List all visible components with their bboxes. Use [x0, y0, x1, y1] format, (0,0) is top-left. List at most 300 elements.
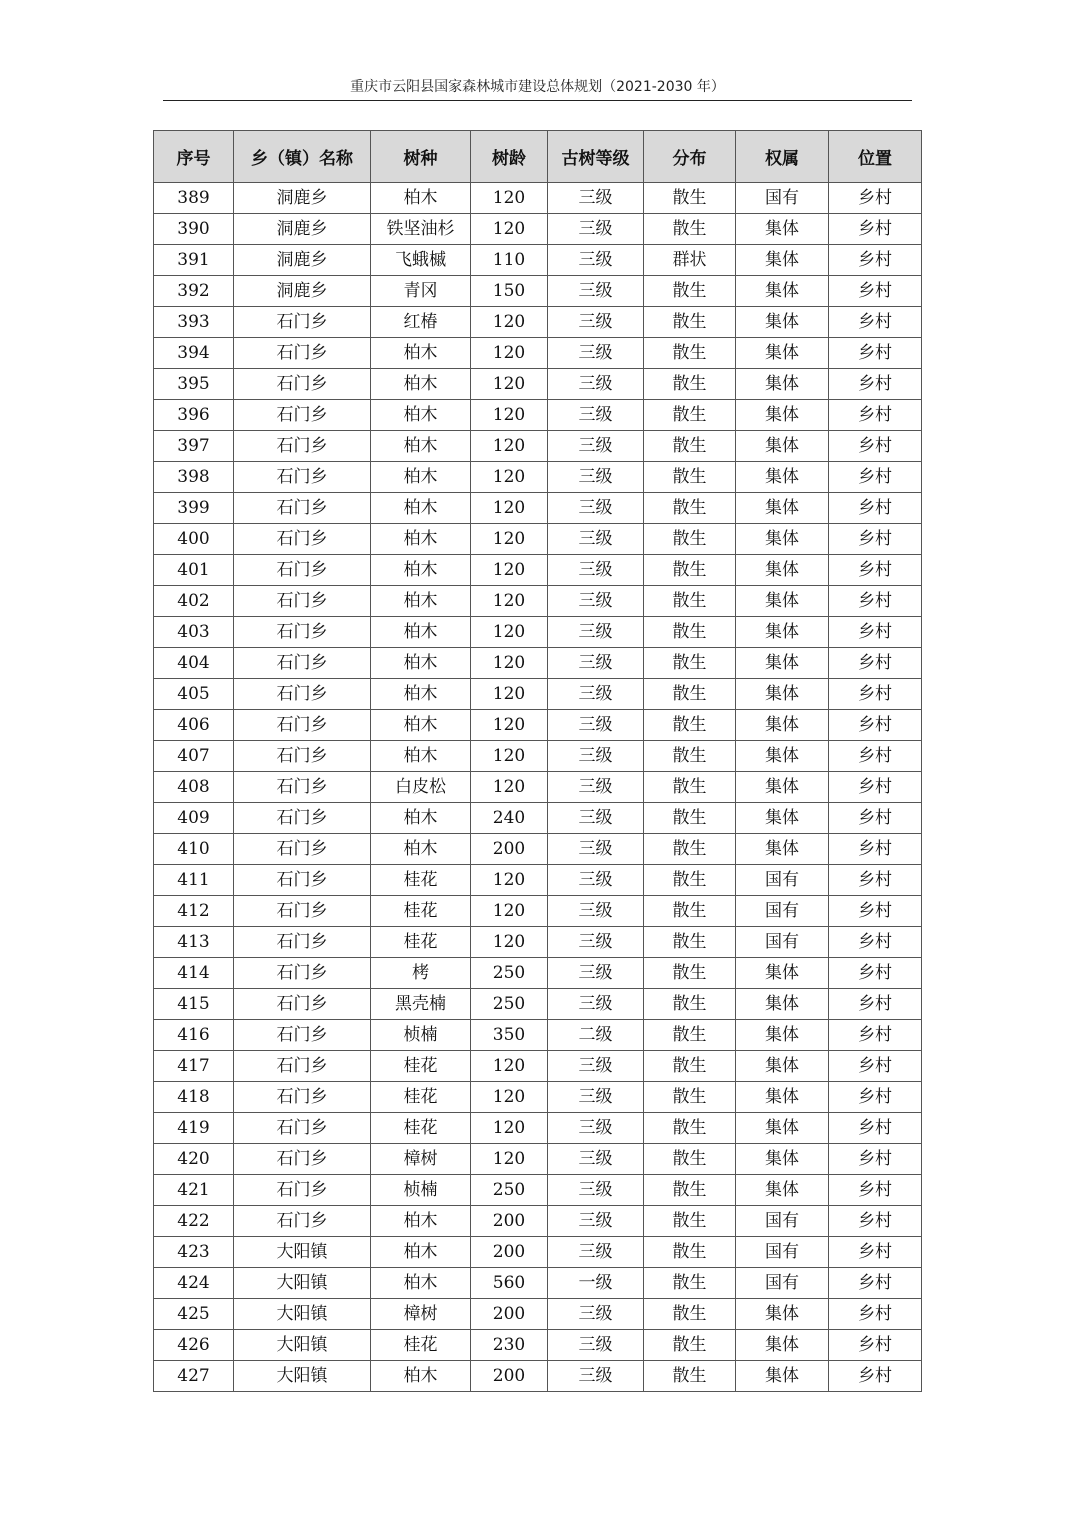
- cell-grade: 三级: [548, 865, 644, 896]
- cell-species: 柏木: [371, 834, 471, 865]
- cell-species: 柏木: [371, 803, 471, 834]
- cell-index: 422: [154, 1206, 234, 1237]
- cell-grade: 三级: [548, 214, 644, 245]
- cell-age: 120: [471, 369, 548, 400]
- cell-distribution: 散生: [644, 183, 736, 214]
- cell-index: 413: [154, 927, 234, 958]
- cell-ownership: 集体: [736, 1361, 829, 1392]
- cell-species: 桂花: [371, 927, 471, 958]
- cell-species: 柏木: [371, 400, 471, 431]
- cell-distribution: 散生: [644, 493, 736, 524]
- cell-township: 洞鹿乡: [234, 214, 371, 245]
- column-header-ownership: 权属: [736, 131, 829, 183]
- cell-grade: 三级: [548, 276, 644, 307]
- cell-township: 石门乡: [234, 803, 371, 834]
- cell-grade: 三级: [548, 400, 644, 431]
- cell-distribution: 散生: [644, 772, 736, 803]
- cell-ownership: 集体: [736, 400, 829, 431]
- cell-location: 乡村: [829, 1113, 922, 1144]
- cell-species: 樟树: [371, 1144, 471, 1175]
- cell-species: 桂花: [371, 865, 471, 896]
- cell-township: 石门乡: [234, 710, 371, 741]
- table-row: [154, 989, 922, 1020]
- cell-township: 石门乡: [234, 1144, 371, 1175]
- cell-distribution: 散生: [644, 338, 736, 369]
- cell-age: 120: [471, 617, 548, 648]
- cell-distribution: 散生: [644, 400, 736, 431]
- cell-index: 391: [154, 245, 234, 276]
- table-row: [154, 927, 922, 958]
- cell-age: 200: [471, 1237, 548, 1268]
- column-header-age: 树龄: [471, 131, 548, 183]
- cell-distribution: 散生: [644, 1144, 736, 1175]
- table-row: [154, 338, 922, 369]
- cell-index: 401: [154, 555, 234, 586]
- cell-location: 乡村: [829, 369, 922, 400]
- cell-species: 栲: [371, 958, 471, 989]
- cell-ownership: 集体: [736, 679, 829, 710]
- cell-ownership: 集体: [736, 1020, 829, 1051]
- cell-distribution: 散生: [644, 617, 736, 648]
- cell-age: 120: [471, 307, 548, 338]
- cell-distribution: 群状: [644, 245, 736, 276]
- cell-township: 石门乡: [234, 400, 371, 431]
- cell-distribution: 散生: [644, 865, 736, 896]
- cell-grade: 三级: [548, 1113, 644, 1144]
- table-row: [154, 1206, 922, 1237]
- cell-distribution: 散生: [644, 307, 736, 338]
- cell-grade: 三级: [548, 741, 644, 772]
- cell-age: 150: [471, 276, 548, 307]
- cell-index: 411: [154, 865, 234, 896]
- cell-species: 桂花: [371, 1330, 471, 1361]
- cell-distribution: 散生: [644, 1113, 736, 1144]
- cell-ownership: 集体: [736, 586, 829, 617]
- cell-species: 柏木: [371, 648, 471, 679]
- cell-species: 柏木: [371, 586, 471, 617]
- cell-index: 390: [154, 214, 234, 245]
- cell-grade: 三级: [548, 834, 644, 865]
- page-title: 重庆市云阳县国家森林城市建设总体规划（2021-2030 年）: [350, 79, 725, 95]
- cell-grade: 三级: [548, 369, 644, 400]
- cell-age: 120: [471, 338, 548, 369]
- cell-age: 200: [471, 1299, 548, 1330]
- cell-distribution: 散生: [644, 1051, 736, 1082]
- cell-township: 石门乡: [234, 338, 371, 369]
- cell-township: 洞鹿乡: [234, 276, 371, 307]
- table-row: [154, 555, 922, 586]
- cell-township: 石门乡: [234, 617, 371, 648]
- cell-distribution: 散生: [644, 1082, 736, 1113]
- cell-township: 石门乡: [234, 865, 371, 896]
- cell-species: 柏木: [371, 1206, 471, 1237]
- table-row: [154, 679, 922, 710]
- table-row: [154, 710, 922, 741]
- cell-age: 120: [471, 896, 548, 927]
- cell-township: 石门乡: [234, 648, 371, 679]
- cell-grade: 三级: [548, 586, 644, 617]
- cell-ownership: 集体: [736, 741, 829, 772]
- cell-age: 120: [471, 679, 548, 710]
- cell-ownership: 集体: [736, 989, 829, 1020]
- page-header: [163, 76, 912, 101]
- cell-ownership: 集体: [736, 338, 829, 369]
- cell-location: 乡村: [829, 1237, 922, 1268]
- cell-age: 120: [471, 1144, 548, 1175]
- cell-species: 柏木: [371, 183, 471, 214]
- cell-township: 洞鹿乡: [234, 183, 371, 214]
- cell-species: 桂花: [371, 1082, 471, 1113]
- table-row: [154, 400, 922, 431]
- cell-township: 大阳镇: [234, 1237, 371, 1268]
- cell-distribution: 散生: [644, 1206, 736, 1237]
- column-header-grade: 古树等级: [548, 131, 644, 183]
- cell-species: 桂花: [371, 896, 471, 927]
- cell-ownership: 国有: [736, 927, 829, 958]
- cell-ownership: 集体: [736, 245, 829, 276]
- cell-ownership: 集体: [736, 1175, 829, 1206]
- cell-index: 427: [154, 1361, 234, 1392]
- column-header-distribution: 分布: [644, 131, 736, 183]
- table-row: [154, 1268, 922, 1299]
- cell-location: 乡村: [829, 555, 922, 586]
- cell-distribution: 散生: [644, 431, 736, 462]
- cell-grade: 三级: [548, 338, 644, 369]
- cell-ownership: 集体: [736, 648, 829, 679]
- cell-distribution: 散生: [644, 1361, 736, 1392]
- cell-ownership: 集体: [736, 1299, 829, 1330]
- cell-age: 250: [471, 989, 548, 1020]
- cell-grade: 三级: [548, 679, 644, 710]
- table-row: [154, 307, 922, 338]
- cell-ownership: 集体: [736, 214, 829, 245]
- cell-species: 柏木: [371, 369, 471, 400]
- cell-grade: 三级: [548, 462, 644, 493]
- table-row: [154, 772, 922, 803]
- cell-location: 乡村: [829, 493, 922, 524]
- cell-township: 洞鹿乡: [234, 245, 371, 276]
- cell-age: 120: [471, 1113, 548, 1144]
- table-row: [154, 1361, 922, 1392]
- cell-grade: 三级: [548, 617, 644, 648]
- cell-location: 乡村: [829, 524, 922, 555]
- cell-ownership: 集体: [736, 710, 829, 741]
- cell-age: 120: [471, 648, 548, 679]
- cell-location: 乡村: [829, 958, 922, 989]
- cell-ownership: 集体: [736, 431, 829, 462]
- cell-distribution: 散生: [644, 679, 736, 710]
- cell-location: 乡村: [829, 400, 922, 431]
- cell-township: 石门乡: [234, 927, 371, 958]
- cell-location: 乡村: [829, 989, 922, 1020]
- cell-grade: 三级: [548, 772, 644, 803]
- cell-distribution: 散生: [644, 741, 736, 772]
- cell-ownership: 集体: [736, 493, 829, 524]
- cell-location: 乡村: [829, 803, 922, 834]
- cell-index: 418: [154, 1082, 234, 1113]
- cell-index: 425: [154, 1299, 234, 1330]
- table-row: [154, 803, 922, 834]
- cell-township: 大阳镇: [234, 1330, 371, 1361]
- cell-ownership: 国有: [736, 896, 829, 927]
- cell-grade: 三级: [548, 1299, 644, 1330]
- cell-distribution: 散生: [644, 834, 736, 865]
- cell-location: 乡村: [829, 710, 922, 741]
- cell-ownership: 集体: [736, 1330, 829, 1361]
- cell-species: 桂花: [371, 1051, 471, 1082]
- cell-age: 120: [471, 586, 548, 617]
- cell-age: 120: [471, 1082, 548, 1113]
- cell-location: 乡村: [829, 896, 922, 927]
- table-row: [154, 586, 922, 617]
- column-header-location: 位置: [829, 131, 922, 183]
- cell-location: 乡村: [829, 307, 922, 338]
- cell-age: 120: [471, 865, 548, 896]
- cell-age: 120: [471, 400, 548, 431]
- cell-ownership: 集体: [736, 555, 829, 586]
- cell-location: 乡村: [829, 834, 922, 865]
- table-row: [154, 462, 922, 493]
- cell-township: 石门乡: [234, 834, 371, 865]
- cell-grade: 三级: [548, 1330, 644, 1361]
- cell-age: 120: [471, 493, 548, 524]
- cell-location: 乡村: [829, 1051, 922, 1082]
- table-row: [154, 276, 922, 307]
- cell-species: 柏木: [371, 710, 471, 741]
- cell-index: 402: [154, 586, 234, 617]
- cell-location: 乡村: [829, 927, 922, 958]
- cell-grade: 三级: [548, 524, 644, 555]
- cell-index: 404: [154, 648, 234, 679]
- cell-township: 石门乡: [234, 1113, 371, 1144]
- cell-index: 410: [154, 834, 234, 865]
- cell-age: 200: [471, 834, 548, 865]
- cell-species: 柏木: [371, 1268, 471, 1299]
- cell-grade: 三级: [548, 1206, 644, 1237]
- cell-index: 426: [154, 1330, 234, 1361]
- table-row: [154, 493, 922, 524]
- cell-location: 乡村: [829, 245, 922, 276]
- cell-township: 石门乡: [234, 1020, 371, 1051]
- cell-township: 石门乡: [234, 369, 371, 400]
- cell-location: 乡村: [829, 1268, 922, 1299]
- cell-species: 柏木: [371, 679, 471, 710]
- cell-township: 石门乡: [234, 741, 371, 772]
- cell-location: 乡村: [829, 617, 922, 648]
- cell-distribution: 散生: [644, 555, 736, 586]
- cell-distribution: 散生: [644, 1330, 736, 1361]
- table-row: [154, 1299, 922, 1330]
- table-row: [154, 648, 922, 679]
- table-row: [154, 245, 922, 276]
- cell-township: 石门乡: [234, 1175, 371, 1206]
- cell-species: 桢楠: [371, 1175, 471, 1206]
- cell-distribution: 散生: [644, 276, 736, 307]
- cell-location: 乡村: [829, 648, 922, 679]
- table-row: [154, 214, 922, 245]
- cell-index: 420: [154, 1144, 234, 1175]
- cell-township: 石门乡: [234, 524, 371, 555]
- cell-distribution: 散生: [644, 989, 736, 1020]
- table-row: [154, 369, 922, 400]
- cell-species: 柏木: [371, 1361, 471, 1392]
- cell-grade: 三级: [548, 1144, 644, 1175]
- cell-township: 石门乡: [234, 989, 371, 1020]
- cell-index: 403: [154, 617, 234, 648]
- cell-township: 石门乡: [234, 1082, 371, 1113]
- cell-township: 石门乡: [234, 1206, 371, 1237]
- cell-ownership: 集体: [736, 958, 829, 989]
- cell-grade: 三级: [548, 1237, 644, 1268]
- cell-ownership: 集体: [736, 1113, 829, 1144]
- cell-age: 120: [471, 214, 548, 245]
- cell-index: 395: [154, 369, 234, 400]
- cell-location: 乡村: [829, 1020, 922, 1051]
- cell-ownership: 集体: [736, 617, 829, 648]
- cell-species: 白皮松: [371, 772, 471, 803]
- cell-grade: 三级: [548, 710, 644, 741]
- cell-grade: 三级: [548, 245, 644, 276]
- column-header-township: 乡（镇）名称: [234, 131, 371, 183]
- cell-index: 419: [154, 1113, 234, 1144]
- cell-index: 415: [154, 989, 234, 1020]
- cell-grade: 三级: [548, 648, 644, 679]
- cell-distribution: 散生: [644, 896, 736, 927]
- cell-township: 石门乡: [234, 1051, 371, 1082]
- cell-township: 大阳镇: [234, 1268, 371, 1299]
- cell-ownership: 集体: [736, 834, 829, 865]
- cell-location: 乡村: [829, 431, 922, 462]
- table-row: [154, 1330, 922, 1361]
- cell-species: 柏木: [371, 338, 471, 369]
- table-row: [154, 865, 922, 896]
- cell-location: 乡村: [829, 1361, 922, 1392]
- cell-grade: 二级: [548, 1020, 644, 1051]
- table-row: [154, 741, 922, 772]
- cell-index: 398: [154, 462, 234, 493]
- cell-grade: 一级: [548, 1268, 644, 1299]
- cell-ownership: 国有: [736, 1206, 829, 1237]
- cell-age: 120: [471, 183, 548, 214]
- cell-species: 红椿: [371, 307, 471, 338]
- cell-township: 石门乡: [234, 493, 371, 524]
- cell-grade: 三级: [548, 1051, 644, 1082]
- cell-ownership: 集体: [736, 1051, 829, 1082]
- cell-species: 柏木: [371, 431, 471, 462]
- cell-location: 乡村: [829, 586, 922, 617]
- cell-location: 乡村: [829, 1175, 922, 1206]
- cell-age: 120: [471, 555, 548, 586]
- cell-age: 120: [471, 431, 548, 462]
- cell-age: 120: [471, 462, 548, 493]
- cell-township: 石门乡: [234, 772, 371, 803]
- cell-location: 乡村: [829, 1082, 922, 1113]
- cell-species: 柏木: [371, 493, 471, 524]
- cell-location: 乡村: [829, 462, 922, 493]
- cell-age: 120: [471, 710, 548, 741]
- cell-distribution: 散生: [644, 1299, 736, 1330]
- cell-species: 柏木: [371, 462, 471, 493]
- cell-index: 396: [154, 400, 234, 431]
- cell-ownership: 国有: [736, 1237, 829, 1268]
- cell-species: 柏木: [371, 617, 471, 648]
- table-row: [154, 958, 922, 989]
- cell-grade: 三级: [548, 307, 644, 338]
- column-header-index: 序号: [154, 131, 234, 183]
- cell-age: 560: [471, 1268, 548, 1299]
- cell-location: 乡村: [829, 741, 922, 772]
- cell-age: 350: [471, 1020, 548, 1051]
- cell-grade: 三级: [548, 896, 644, 927]
- cell-township: 大阳镇: [234, 1299, 371, 1330]
- cell-grade: 三级: [548, 803, 644, 834]
- cell-township: 石门乡: [234, 896, 371, 927]
- cell-ownership: 集体: [736, 1144, 829, 1175]
- table-row: [154, 1051, 922, 1082]
- cell-location: 乡村: [829, 1144, 922, 1175]
- cell-distribution: 散生: [644, 927, 736, 958]
- cell-location: 乡村: [829, 1330, 922, 1361]
- cell-grade: 三级: [548, 183, 644, 214]
- cell-distribution: 散生: [644, 958, 736, 989]
- table-row: [154, 1144, 922, 1175]
- cell-township: 石门乡: [234, 462, 371, 493]
- cell-index: 392: [154, 276, 234, 307]
- cell-index: 394: [154, 338, 234, 369]
- cell-distribution: 散生: [644, 1020, 736, 1051]
- table-row: [154, 183, 922, 214]
- cell-ownership: 集体: [736, 462, 829, 493]
- cell-location: 乡村: [829, 276, 922, 307]
- cell-age: 120: [471, 524, 548, 555]
- cell-age: 200: [471, 1206, 548, 1237]
- cell-distribution: 散生: [644, 1237, 736, 1268]
- table-row: [154, 834, 922, 865]
- cell-distribution: 散生: [644, 524, 736, 555]
- cell-age: 250: [471, 958, 548, 989]
- cell-grade: 三级: [548, 1361, 644, 1392]
- cell-township: 大阳镇: [234, 1361, 371, 1392]
- cell-grade: 三级: [548, 1175, 644, 1206]
- cell-index: 397: [154, 431, 234, 462]
- cell-location: 乡村: [829, 865, 922, 896]
- cell-distribution: 散生: [644, 1175, 736, 1206]
- cell-grade: 三级: [548, 989, 644, 1020]
- cell-ownership: 国有: [736, 1268, 829, 1299]
- cell-age: 120: [471, 741, 548, 772]
- cell-species: 桂花: [371, 1113, 471, 1144]
- table-row: [154, 617, 922, 648]
- cell-grade: 三级: [548, 1082, 644, 1113]
- column-header-species: 树种: [371, 131, 471, 183]
- cell-grade: 三级: [548, 927, 644, 958]
- cell-distribution: 散生: [644, 214, 736, 245]
- cell-distribution: 散生: [644, 648, 736, 679]
- cell-distribution: 散生: [644, 710, 736, 741]
- cell-index: 405: [154, 679, 234, 710]
- cell-species: 桢楠: [371, 1020, 471, 1051]
- cell-ownership: 集体: [736, 803, 829, 834]
- cell-ownership: 国有: [736, 183, 829, 214]
- cell-age: 200: [471, 1361, 548, 1392]
- cell-location: 乡村: [829, 1299, 922, 1330]
- cell-distribution: 散生: [644, 369, 736, 400]
- cell-species: 柏木: [371, 524, 471, 555]
- cell-township: 石门乡: [234, 431, 371, 462]
- cell-age: 120: [471, 772, 548, 803]
- cell-distribution: 散生: [644, 803, 736, 834]
- table-row: [154, 896, 922, 927]
